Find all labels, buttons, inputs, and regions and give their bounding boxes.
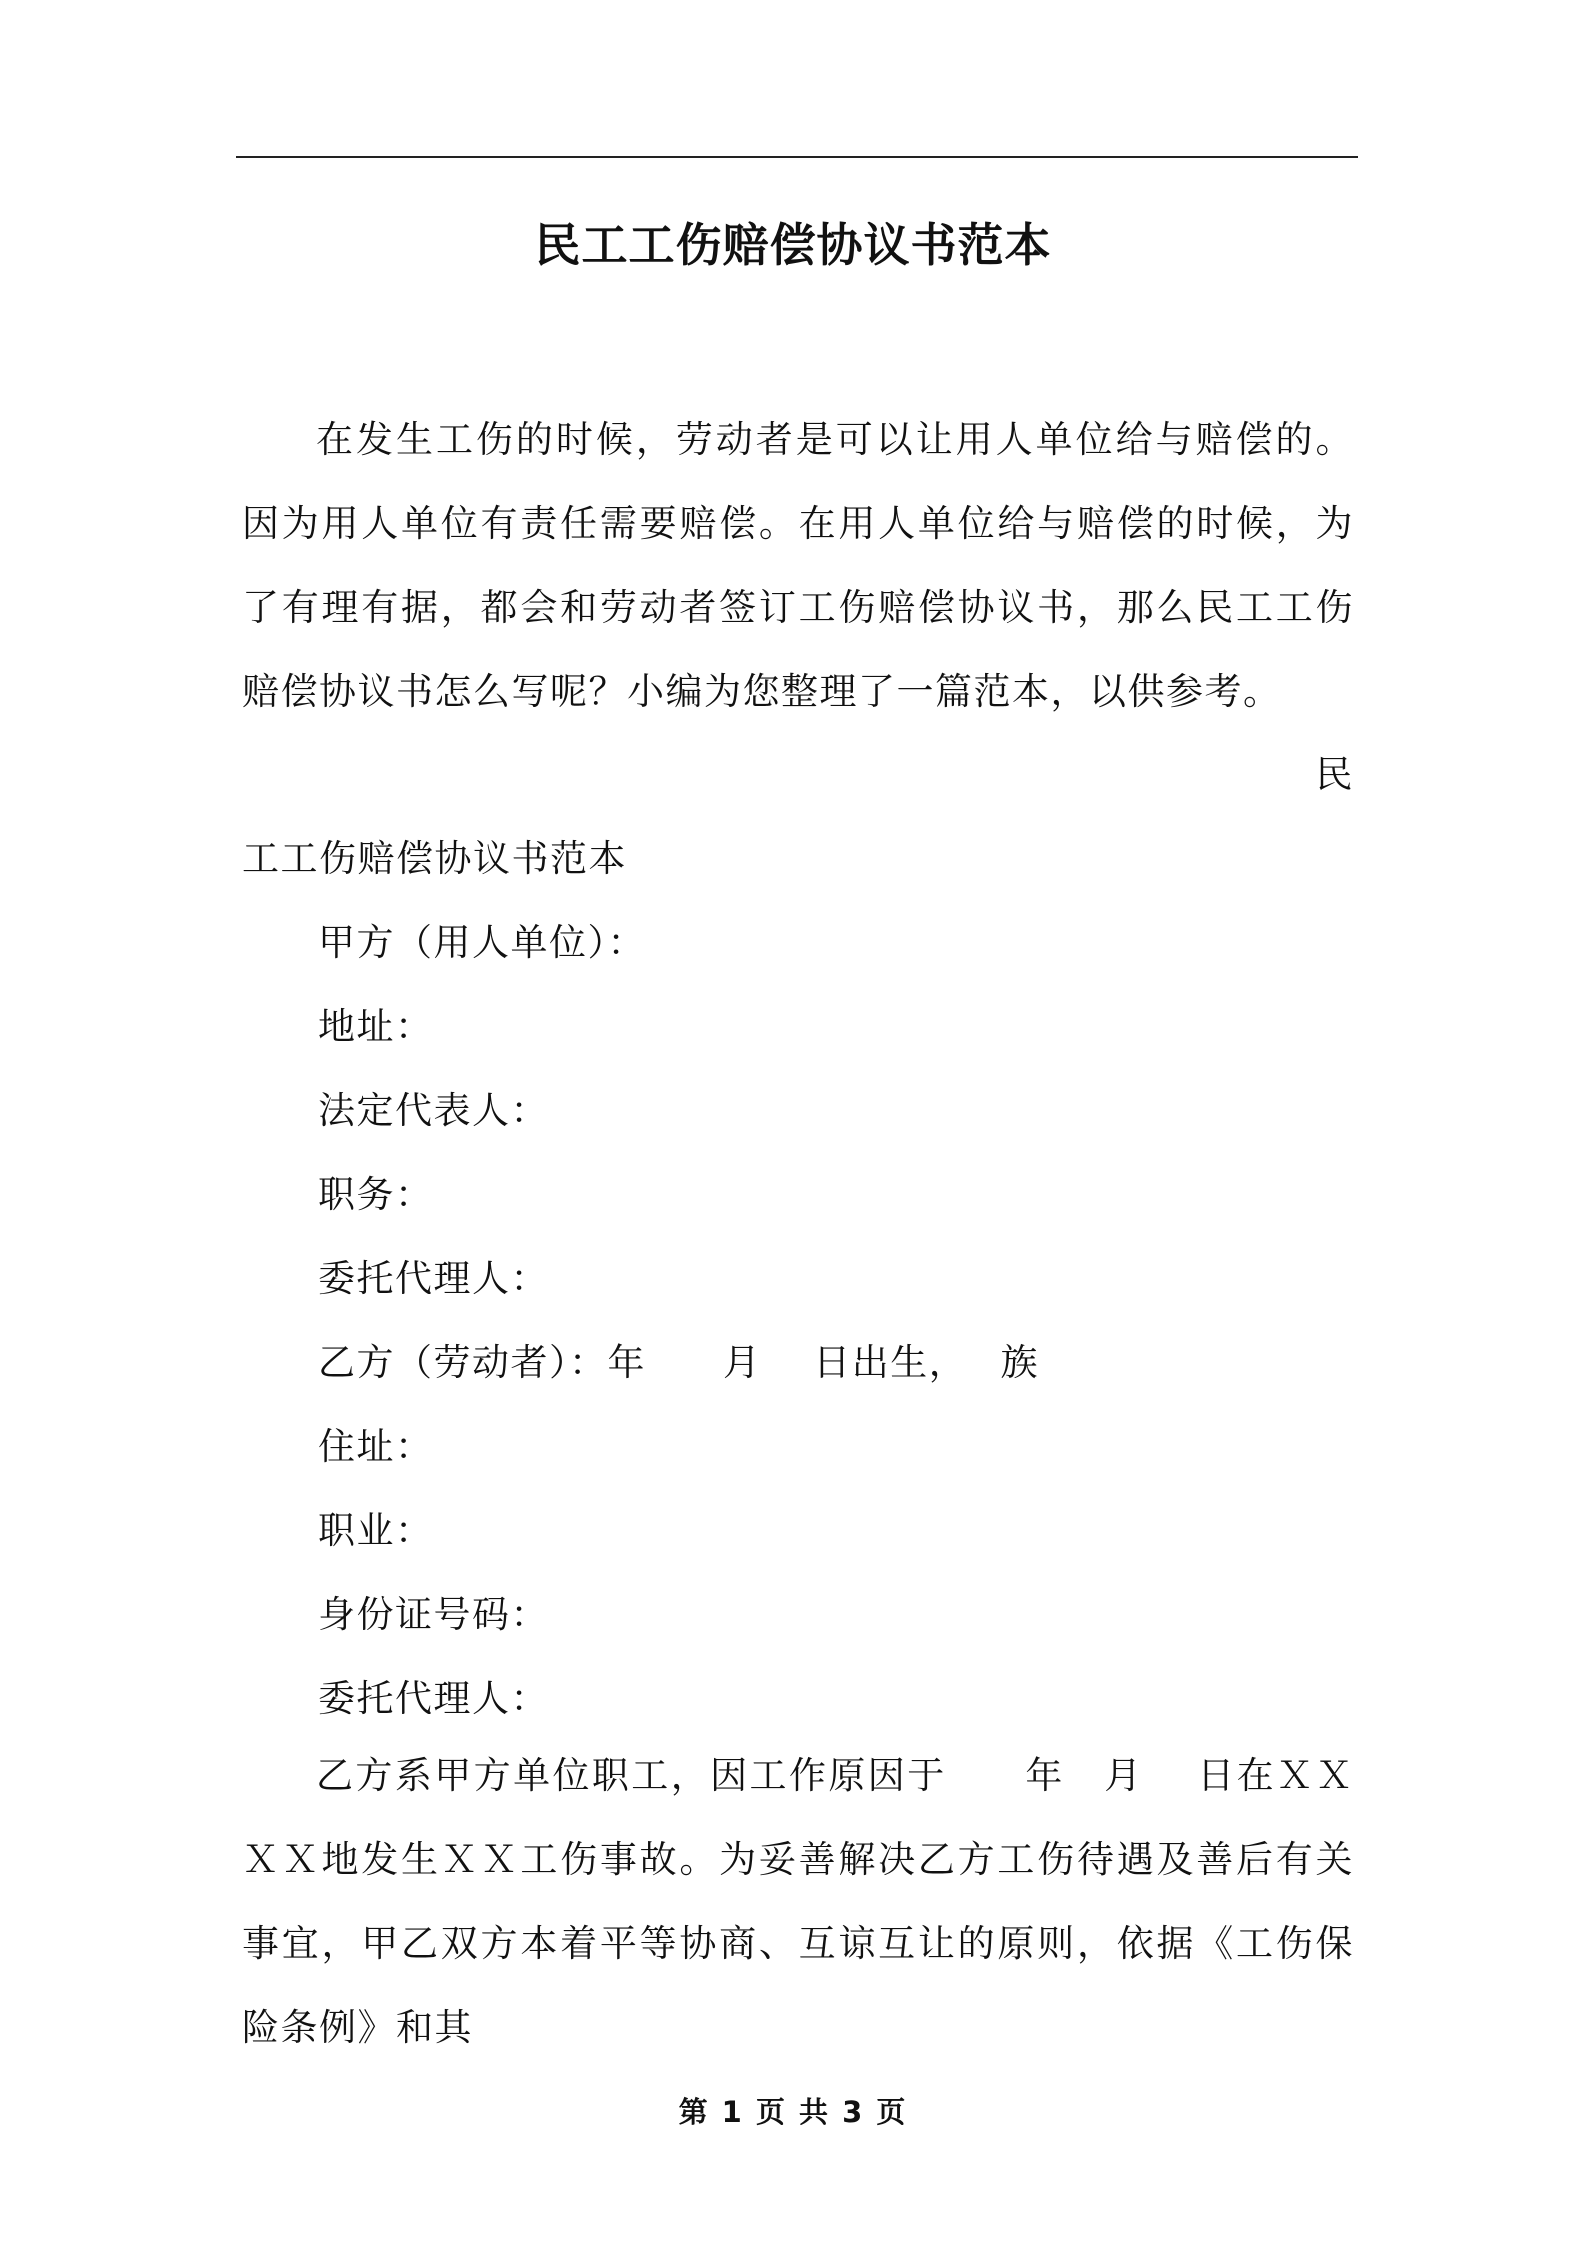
field-legal-rep: 法定代表人： (318, 1089, 549, 1132)
field-party-b: 乙方（劳动者）：年 月 日出生， 族 (318, 1341, 1040, 1384)
field-occupation: 职业： (318, 1509, 434, 1552)
intro-text: 在发生工伤的时候，劳动者是可以让用人单位给与赔偿的。因为用人单位有责任需要赔偿。在用人单位给与赔偿的时候，为了有理有据，都会和劳动者签订工伤赔偿协议书，那么民工工伤赔偿协议书怎么写呢？小编为您整理了一篇范本，以供参考。 (242, 418, 1354, 713)
intro-paragraph (242, 398, 1354, 734)
field-address: 地址： (318, 1005, 434, 1048)
agreement-text: 乙方系甲方单位职工，因工作原因于 年 月 日在ＸＸＸＸ地发生ＸＸ工伤事故。为妥善解决乙方工伤待遇及善后有关事宜，甲乙双方本着平等协商、互谅互让的原则，依据《工伤保险条例》和其 (242, 1754, 1354, 2049)
subtitle-part2: 工工伤赔偿协议书范本 (242, 837, 627, 880)
field-agent-b: 委托代理人： (318, 1677, 549, 1720)
field-agent-a: 委托代理人： (318, 1257, 549, 1300)
subtitle-part1: 民 (1315, 753, 1354, 796)
header-rule (236, 156, 1358, 158)
field-residence: 住址： (318, 1425, 434, 1468)
page-footer: 第 1 页 共 3 页 (678, 2095, 908, 2129)
field-position: 职务： (318, 1173, 434, 1216)
field-party-a: 甲方（用人单位）： (318, 921, 646, 964)
agreement-paragraph (242, 1734, 1354, 2070)
document-title: 民工工伤赔偿协议书范本 (534, 218, 1052, 272)
field-id-number: 身份证号码： (318, 1593, 549, 1636)
